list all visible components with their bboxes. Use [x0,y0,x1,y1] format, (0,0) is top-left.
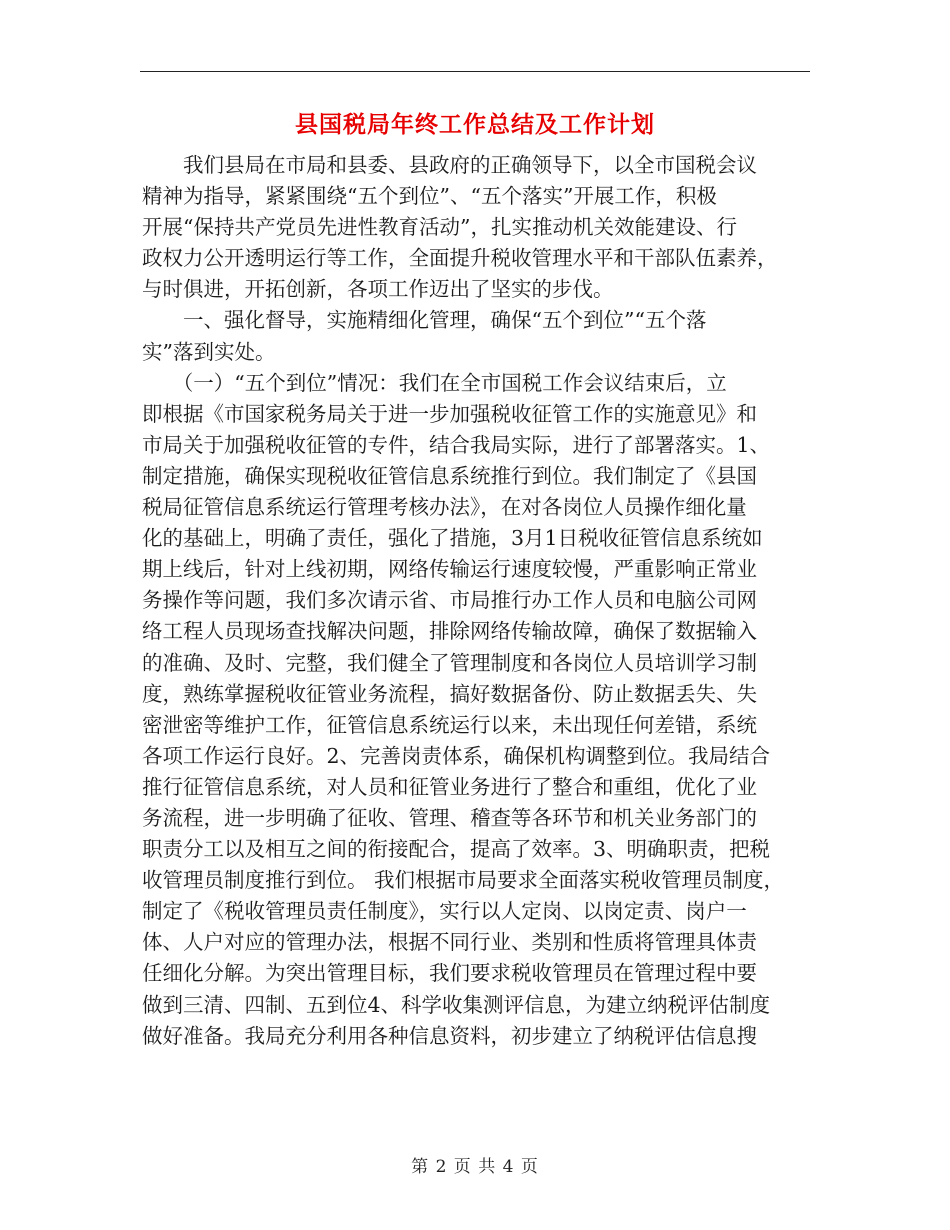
body-line: 职责分工以及相互之间的衔接配合，提高了效率。3、明确职责，把税 [142,837,771,862]
body-line: 市局关于加强税收征管的专件，结合我局实际，进行了部署落实。1、 [142,432,771,457]
document-body [142,150,802,1052]
page-number: 第 2 页 共 4 页 [411,1157,539,1177]
body-line: 任细化分解。为突出管理目标，我们要求税收管理员在管理过程中要 [142,961,757,986]
header-rule [140,71,810,72]
body-line: 做到三清、四制、五到位4、科学收集测评信息，为建立纳税评估制度 [142,992,771,1017]
body-line: 开展“保持共产党员先进性教育活动”，扎实推动机关效能建设、行 [142,215,737,240]
body-line: 收管理员制度推行到位。 我们根据市局要求全面落实税收管理员制度， [142,868,785,893]
body-line: 期上线后，针对上线初期，网络传输运行速度较慢，严重影响正常业 [142,557,757,582]
body-line: 做好准备。我局充分利用各种信息资料，初步建立了纳税评估信息搜 [142,1023,757,1048]
body-line: 制定了《税收管理员责任制度》，实行以人定岗、以岗定责、岗户一 [142,899,747,924]
body-line: 的准确、及时、完整，我们健全了管理制度和各岗位人员培训学习制 [142,650,757,675]
body-line: 务流程，进一步明确了征收、管理、稽查等各环节和机关业务部门的 [142,805,757,830]
body-line: 化的基础上，明确了责任，强化了措施，3月1日税收征管信息系统如 [142,526,763,551]
body-line: 实”落到实处。 [142,339,276,364]
body-line: 络工程人员现场查找解决问题，排除网络传输故障，确保了数据输入 [142,619,757,644]
document-title: 县国税局年终工作总结及工作计划 [295,112,655,138]
body-line: 体、人户对应的管理办法，根据不同行业、类别和性质将管理具体责 [142,930,757,955]
body-line: 各项工作运行良好。2、完善岗责体系，确保机构调整到位。我局结合 [142,743,771,768]
body-line: 制定措施，确保实现税收征管信息系统推行到位。我们制定了《县国 [142,463,757,488]
body-line: （一）“五个到位”情况：我们在全市国税工作会议结束后，立 [142,370,727,395]
body-line: 一、强化督导，实施精细化管理，确保“五个到位”“五个落 [142,308,707,333]
body-line: 推行征管信息系统，对人员和征管业务进行了整合和重组，优化了业 [142,774,757,799]
body-line: 与时俱进，开拓创新，各项工作迈出了坚实的步伐。 [142,277,614,302]
body-line: 密泄密等维护工作，征管信息系统运行以来，未出现任何差错，系统 [142,712,757,737]
body-line: 即根据《市国家税务局关于进一步加强税收征管工作的实施意见》和 [142,401,757,426]
body-line: 政权力公开透明运行等工作，全面提升税收管理水平和干部队伍素养， [142,246,778,271]
body-line: 度，熟练掌握税收征管业务流程，搞好数据备份、防止数据丢失、失 [142,681,757,706]
body-line: 精神为指导，紧紧围绕“五个到位”、“五个落实”开展工作，积极 [142,184,717,209]
body-line: 我们县局在市局和县委、县政府的正确领导下，以全市国税会议 [142,153,757,177]
body-line: 税局征管信息系统运行管理考核办法》，在对各岗位人员操作细化量 [142,495,747,520]
body-line: 务操作等问题，我们多次请示省、市局推行办工作人员和电脑公司网 [142,588,757,613]
